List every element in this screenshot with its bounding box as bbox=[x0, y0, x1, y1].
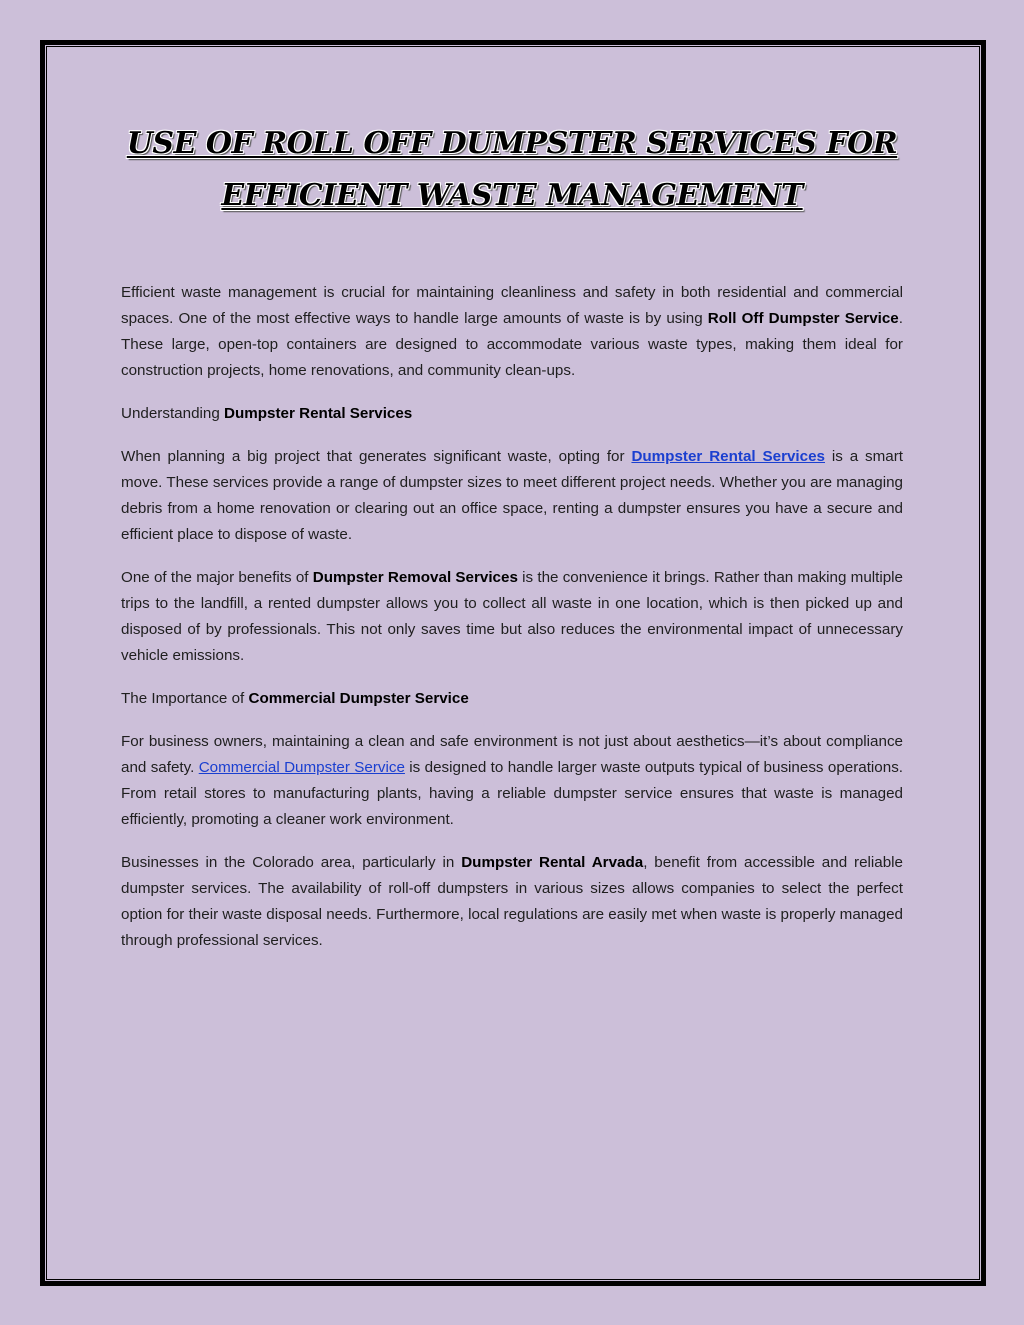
dumpster-rental-services-link[interactable]: Dumpster Rental Services bbox=[631, 448, 825, 465]
intro-text-1: Efficient waste management is crucial for maintaining cleanliness and safety in both residential and commercial spaces. One of the most effective ways to handle large amounts of waste is by using bbox=[121, 284, 903, 327]
arvada-text-1: Businesses in the Colorado area, particularly in bbox=[121, 854, 462, 871]
commercial-text-1: For business owners, maintaining a clean and safe environment is not just about aesthetics—it’s about compliance and safety. bbox=[121, 733, 903, 776]
intro-paragraph bbox=[121, 280, 903, 384]
document-body bbox=[121, 280, 903, 971]
removal-paragraph bbox=[121, 565, 903, 669]
heading-importance-bold: Commercial Dumpster Service bbox=[248, 690, 469, 707]
document-title bbox=[100, 118, 924, 222]
section-heading-importance bbox=[121, 686, 903, 712]
rental-paragraph bbox=[121, 444, 903, 548]
commercial-paragraph bbox=[121, 729, 903, 833]
dumpster-rental-arvada-bold: Dumpster Rental Arvada bbox=[461, 854, 644, 871]
removal-text-1: One of the major benefits of bbox=[121, 569, 313, 586]
commercial-dumpster-service-link[interactable]: Commercial Dumpster Service bbox=[198, 759, 405, 776]
rental-text-2: is a smart move. These services provide a range of dumpster sizes to meet different project needs. Whether you are managing debris from a home renovation or clearing out an office space, renting a dumpster ensures you have a secure and efficient place to dispose of waste. bbox=[121, 448, 903, 543]
heading-importance-text: The Importance of bbox=[121, 690, 249, 707]
title-line-2: EFFICIENT WASTE MANAGEMENT bbox=[221, 178, 803, 213]
removal-text-2: is the convenience it brings. Rather than making multiple trips to the landfill, a rented dumpster allows you to collect all waste in one location, which is then picked up and disposed of by professionals. This not only saves time but also reduces the environmental impact of unnecessary vehicle emissions. bbox=[121, 569, 903, 664]
dumpster-removal-services-bold: Dumpster Removal Services bbox=[312, 569, 518, 586]
rental-text-1: When planning a big project that generates significant waste, opting for bbox=[121, 448, 632, 465]
intro-text-2: . These large, open-top containers are designed to accommodate various waste types, making them ideal for construction projects, home renovations, and community clean-ups. bbox=[121, 310, 903, 379]
heading-understanding-text: Understanding bbox=[121, 405, 225, 422]
title-line-1: USE OF ROLL OFF DUMPSTER SERVICES FOR bbox=[126, 126, 898, 161]
arvada-paragraph bbox=[121, 850, 903, 954]
roll-off-dumpster-service-bold: Roll Off Dumpster Service bbox=[707, 310, 899, 327]
heading-understanding-bold: Dumpster Rental Services bbox=[224, 405, 413, 422]
section-heading-understanding bbox=[121, 401, 903, 427]
commercial-text-2: is designed to handle larger waste outputs typical of business operations. From retail stores to manufacturing plants, having a reliable dumpster service ensures that waste is managed efficiently, promoting a cleaner work environment. bbox=[121, 759, 904, 828]
arvada-text-2: , benefit from accessible and reliable dumpster services. The availability of roll-off dumpsters in various sizes allows companies to select the perfect option for their waste disposal needs. Furthermore, local regulations are easily met when waste is properly managed through professional services. bbox=[121, 854, 903, 949]
